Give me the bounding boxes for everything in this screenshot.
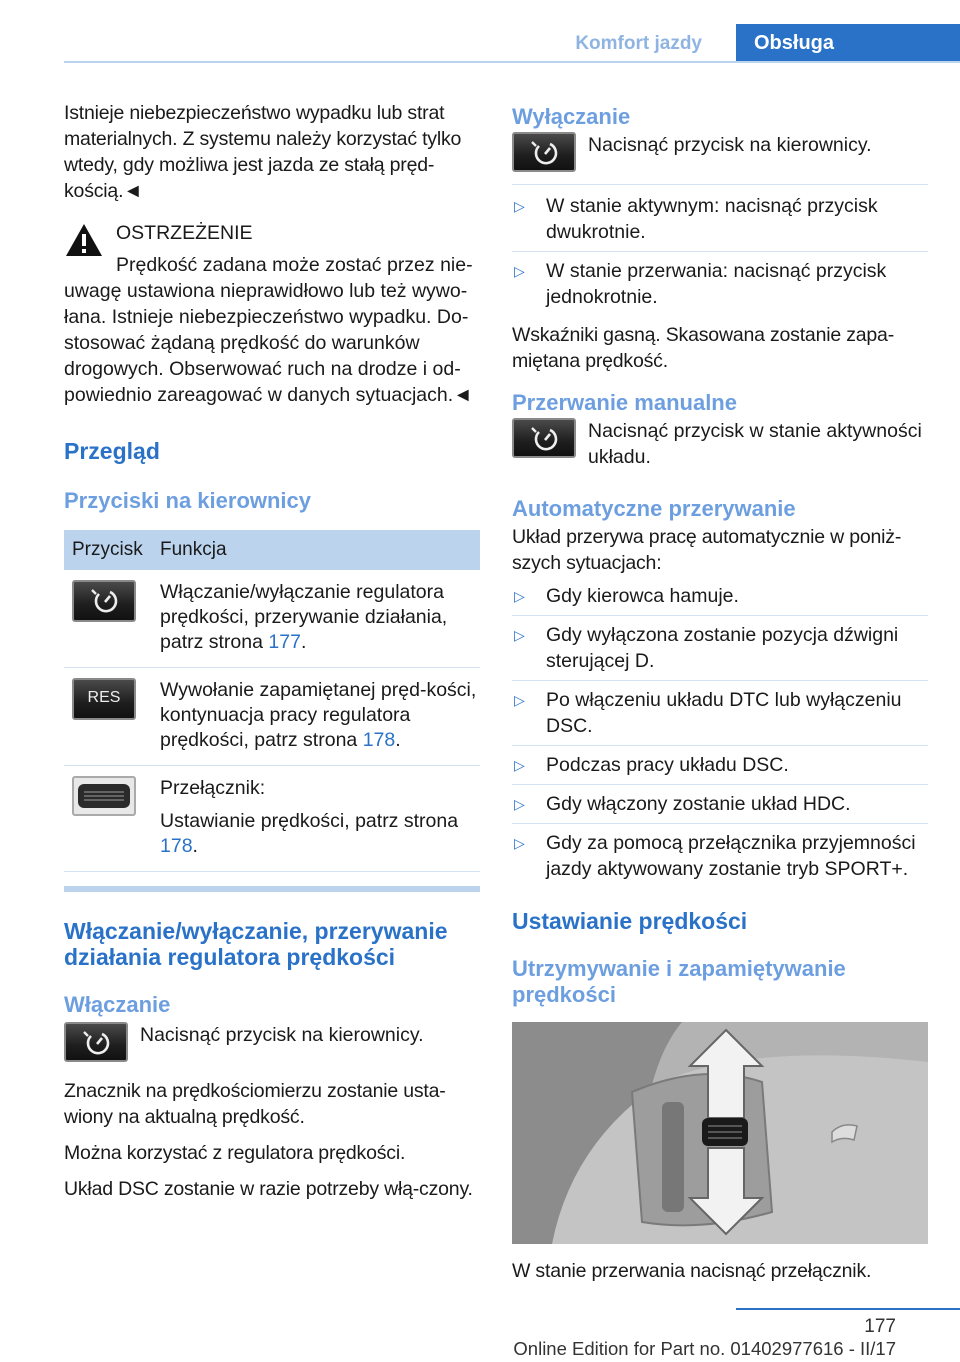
auto-intro: Układ przerywa pracę automatycznie w poniż‐szych sytuacjach: [512, 526, 902, 574]
manual-instruction-row [512, 418, 928, 470]
heading-buttons: Przyciski na kierownicy [64, 488, 312, 513]
bullet-triangle-icon: ▷ [514, 692, 525, 708]
cruise-control-icon [512, 132, 576, 172]
steering-wheel-photo [512, 1022, 928, 1244]
col-header-button: Przycisk [72, 539, 143, 560]
list-item: ▷ Po włączeniu układu DTC lub wyłączeniu DSC. [512, 687, 928, 746]
bullet-triangle-icon: ▷ [514, 796, 525, 812]
heading-manual: Przerwanie manualne [512, 390, 737, 415]
heading-hold: Utrzymywanie i zapamiętywanie prędkości [512, 956, 846, 1007]
header-section-tab[interactable]: Komfort jazdy [575, 33, 702, 54]
page-link-177[interactable]: 177 [268, 631, 301, 653]
list-item: ▷ Gdy za pomocą przełącznika przyjemności jazdy aktywowany zostanie tryb SPORT+. [514, 832, 916, 880]
list-item: ▷ Gdy wyłączona zostanie pozycja dźwigni sterującej D. [512, 622, 928, 681]
on-instruction-row [64, 1022, 480, 1062]
heading-on: Włączanie [64, 992, 171, 1017]
table-cell-function: Przełącznik: Ustawianie prędkości, patrz strona 178. [160, 777, 459, 857]
cruise-control-icon [72, 580, 136, 622]
heading-overview: Przegląd [64, 438, 160, 464]
left-column [64, 100, 480, 1212]
buttons-table [64, 530, 480, 892]
rocker-switch-icon [72, 776, 136, 816]
bullet-triangle-icon: ▷ [514, 263, 525, 279]
manual-instruction-text: Nacisnąć przycisk w stanie aktywności układu. [588, 420, 922, 468]
on-instruction-text: Nacisnąć przycisk na kierownicy. [140, 1024, 424, 1046]
right-column [512, 100, 928, 1294]
paragraph: Układ DSC zostanie w razie potrzeby włą‐czony. [64, 1178, 473, 1200]
table-cell-function: Wywołanie zapamiętanej pręd‐kości, kontynuacja pracy regulatora prędkości, patrz strona 178. [160, 679, 477, 751]
heading-off: Wyłączanie [512, 104, 631, 129]
table-row [64, 668, 480, 766]
paragraph: Znacznik na prędkościomierzu zostanie usta‐wiony na aktualną prędkość. [64, 1080, 446, 1128]
list-item: ▷ Gdy włączony zostanie układ HDC. [512, 791, 928, 824]
table-header [64, 530, 480, 570]
heading-auto: Automatyczne przerywanie [512, 496, 796, 521]
header-chapter-tab[interactable]: Obsługa [736, 24, 960, 63]
edition-text: Online Edition for Part no. 01402977616 - II/17 [513, 1338, 896, 1359]
res-button-icon: RES [72, 678, 136, 720]
bullet-triangle-icon: ▷ [514, 198, 525, 214]
paragraph: Można korzystać z regulatora prędkości. [64, 1142, 406, 1164]
warning-icon [64, 222, 104, 258]
warning-title: OSTRZEŻENIE [116, 222, 253, 244]
bullet-triangle-icon: ▷ [514, 757, 525, 773]
off-instruction-text: Nacisnąć przycisk na kierownicy. [588, 134, 872, 156]
heading-setspeed: Ustawianie prędkości [512, 908, 748, 934]
cruise-control-icon [512, 418, 576, 458]
intro-paragraph: Istnieje niebezpieczeństwo wypadku lub strat materialnych. Z systemu należy korzystać tylko wtedy, gdy możliwa jest jazda ze stałą pręd‐kością.◄ [64, 102, 462, 202]
list-item: ▷ W stanie aktywnym: nacisnąć przycisk dwukrotnie. [512, 193, 928, 252]
bullet-triangle-icon: ▷ [514, 627, 525, 643]
list-item: ▷ W stanie przerwania: nacisnąć przycisk jednokrotnie. [514, 260, 887, 308]
heading-onoff: Włączanie/wyłączanie, przerywanie działania regulatora prędkości [64, 918, 448, 970]
warning-text: Prędkość zadana może zostać przez nie‐uwagę ustawiona nieprawidłowo lub też wywo‐łana. Istnieje niebezpieczeństwo wypadku. Do‐stosować żądaną prędkość do warunków drogowych. Obserwować ruch na drodze i od‐powiednio zareagować w danych sytuacjach.◄ [64, 254, 473, 406]
off-note: Wskaźniki gasną. Skasowana zostanie zapa‐miętana prędkość. [512, 324, 895, 372]
table-row [64, 570, 480, 668]
table-cell-function: Włączanie/wyłączanie regulatora prędkości, przerywanie działania, patrz strona 177. [160, 581, 448, 653]
table-row [64, 766, 480, 872]
page-link-178[interactable]: 178 [362, 729, 396, 751]
table-end-rule [64, 886, 480, 892]
steering-wheel-switch-illustration [512, 1022, 928, 1244]
photo-caption: W stanie przerwania nacisnąć przełącznik. [512, 1260, 872, 1282]
page-link-178[interactable]: 178 [160, 835, 193, 857]
cruise-control-icon [64, 1022, 128, 1062]
off-instruction-row [512, 132, 928, 172]
page-number: 177 [864, 1316, 896, 1337]
bullet-triangle-icon: ▷ [514, 835, 525, 851]
warning-block [64, 220, 480, 408]
bullet-triangle-icon: ▷ [514, 588, 525, 604]
col-header-function: Funkcja [160, 539, 227, 560]
list-item: ▷ Gdy kierowca hamuje. [512, 583, 928, 616]
list-item: ▷ Podczas pracy układu DSC. [512, 752, 928, 785]
footer-rule [736, 1308, 960, 1310]
header-rule [64, 61, 960, 63]
